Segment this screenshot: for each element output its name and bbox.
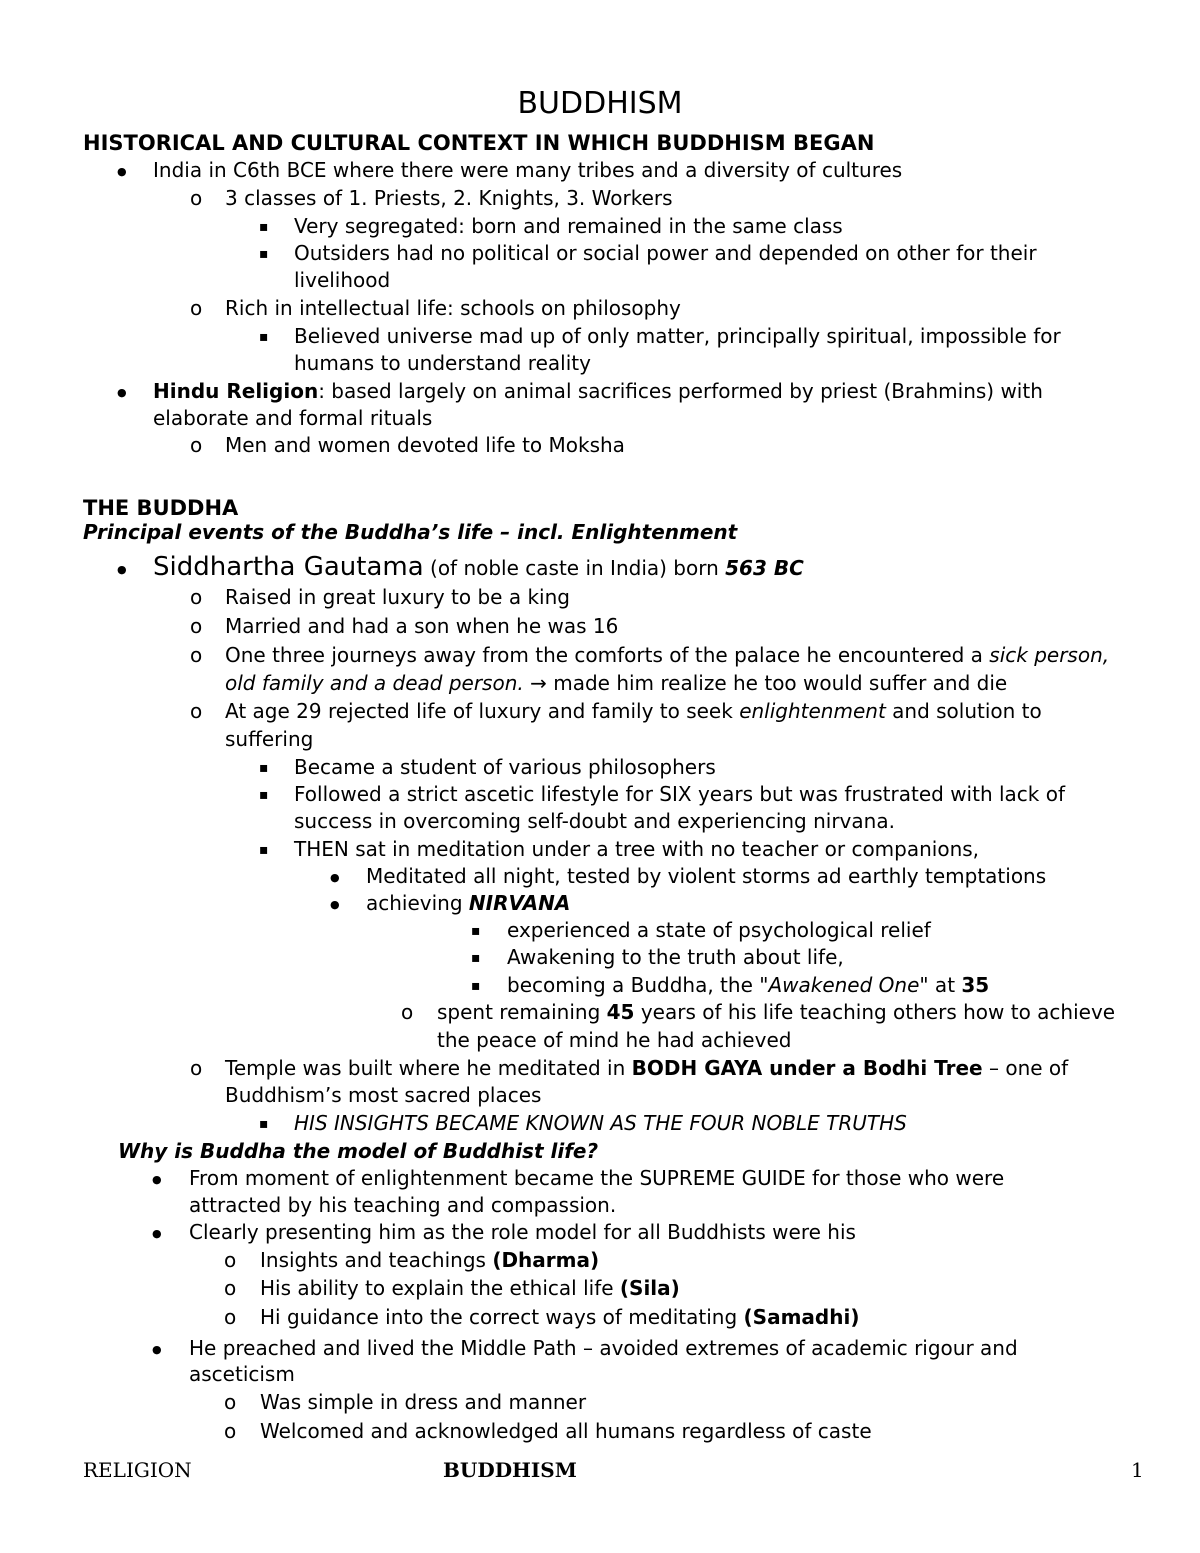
bullet-o <box>190 642 202 669</box>
list-item: experienced a state of psychological relief <box>507 918 931 942</box>
list-item: HIS INSIGHTS BECAME KNOWN AS THE FOUR NOBLE TRUTHS <box>294 1111 907 1135</box>
list-item: Followed a strict ascetic lifestyle for SIX years but was frustrated with lack of <box>294 782 1066 806</box>
list-item-continued: the peace of mind he had achieved <box>437 1028 792 1052</box>
section-heading-context: HISTORICAL AND CULTURAL CONTEXT IN WHICH BUDDHISM BEGAN <box>83 131 875 155</box>
bullet-dot <box>117 378 127 408</box>
sub-heading-model: Why is Buddha the model of Buddhist life? <box>118 1139 599 1163</box>
list-item: 3 classes of 1. Priests, 2. Knights, 3. Workers <box>225 186 673 210</box>
list-item: THEN sat in meditation under a tree with no teacher or companions, <box>294 837 980 861</box>
bullet-dot <box>117 157 127 187</box>
list-item: Rich in intellectual life: schools on philosophy <box>225 296 681 320</box>
list-item: His ability to explain the ethical life (Sila) <box>260 1276 680 1300</box>
bullet-square <box>259 836 269 866</box>
bullet-square <box>471 972 481 1002</box>
list-item: Married and had a son when he was 16 <box>225 614 619 638</box>
list-item: Siddhartha Gautama (of noble caste in India) born 563 BC <box>153 552 804 582</box>
bullet-dot <box>330 863 340 893</box>
list-item-continued: asceticism <box>189 1362 295 1386</box>
term-nirvana: NIRVANA <box>468 891 571 915</box>
list-item-continued: suffering <box>225 727 314 751</box>
bullet-o <box>190 584 202 611</box>
list-item: Men and women devoted life to Moksha <box>225 433 625 457</box>
bullet-o <box>224 1304 236 1331</box>
bullet-o <box>224 1247 236 1274</box>
list-item: Clearly presenting him as the role model for all Buddhists were his <box>189 1220 856 1244</box>
bullet-o <box>401 999 413 1026</box>
bullet-square <box>471 944 481 974</box>
list-item: Insights and teachings (Dharma) <box>260 1248 600 1272</box>
list-item: becoming a Buddha, the "Awakened One" at 35 <box>507 973 990 997</box>
list-item: Became a student of various philosophers <box>294 755 716 779</box>
list-item: India in C6th BCE where there were many tribes and a diversity of cultures <box>153 158 903 182</box>
list-item-continued: success in overcoming self-doubt and experiencing nirvana. <box>294 809 895 833</box>
birth-year: 563 BC <box>725 556 804 580</box>
list-item-continued: old family and a dead person. → made him realize he too would suffer and die <box>225 671 1008 695</box>
bullet-o <box>190 613 202 640</box>
bullet-square <box>259 240 269 270</box>
list-item: spent remaining 45 years of his life teaching others how to achieve <box>437 1000 1116 1024</box>
name-siddhartha: Siddhartha Gautama <box>153 552 424 582</box>
bullet-square <box>259 1110 269 1140</box>
list-item-continued: elaborate and formal rituals <box>153 406 433 430</box>
list-item: Very segregated: born and remained in the same class <box>294 214 843 238</box>
list-item-continued: livelihood <box>294 268 391 292</box>
bullet-o <box>224 1389 236 1416</box>
bullet-square <box>259 213 269 243</box>
list-item: Meditated all night, tested by violent storms ad earthly temptations <box>366 864 1047 888</box>
bullet-dot <box>152 1165 162 1195</box>
bullet-o <box>190 432 202 459</box>
bullet-o <box>190 698 202 725</box>
list-item: achieving NIRVANA <box>366 891 571 915</box>
list-item: At age 29 rejected life of luxury and family to seek enlightenment and solution to <box>225 699 1042 723</box>
footer-left: RELIGION <box>83 1458 192 1482</box>
page-title: BUDDHISM <box>517 86 683 121</box>
bullet-dot <box>152 1219 162 1249</box>
page-number: 1 <box>1131 1458 1144 1482</box>
bullet-square <box>259 781 269 811</box>
sub-heading-events: Principal events of the Buddha’s life – incl. Enlightenment <box>83 520 738 544</box>
list-item: Raised in great luxury to be a king <box>225 585 570 609</box>
list-item: Hi guidance into the correct ways of meditating (Samadhi) <box>260 1305 860 1329</box>
bullet-o <box>224 1418 236 1445</box>
list-item: From moment of enlightenment became the SUPREME GUIDE for those who were <box>189 1166 1005 1190</box>
bullet-square <box>471 917 481 947</box>
bullet-square <box>259 754 269 784</box>
bullet-o <box>190 1055 202 1082</box>
bullet-dot <box>152 1335 162 1365</box>
list-item: Outsiders had no political or social power and depended on other for their <box>294 241 1037 265</box>
bullet-square <box>259 323 269 353</box>
footer-center: BUDDHISM <box>443 1458 577 1482</box>
list-item: Hindu Religion: based largely on animal sacrifices performed by priest (Brahmins) with <box>153 379 1043 403</box>
bullet-dot <box>117 555 127 585</box>
bullet-o <box>224 1275 236 1302</box>
list-item-continued: attracted by his teaching and compassion. <box>189 1193 617 1217</box>
section-heading-buddha: THE BUDDHA <box>83 496 239 520</box>
list-item-continued: humans to understand reality <box>294 351 591 375</box>
list-item: Welcomed and acknowledged all humans regardless of caste <box>260 1419 872 1443</box>
list-item: One three journeys away from the comforts of the palace he encountered a sick person, <box>225 643 1110 667</box>
bullet-o <box>190 185 202 212</box>
list-item: Was simple in dress and manner <box>260 1390 587 1414</box>
term-hindu-religion: Hindu Religion <box>153 379 319 403</box>
bullet-dot <box>330 890 340 920</box>
list-item-continued: Buddhism’s most sacred places <box>225 1083 542 1107</box>
list-item: Temple was built where he meditated in BODH GAYA under a Bodhi Tree – one of <box>225 1056 1069 1080</box>
list-item: Awakening to the truth about life, <box>507 945 844 969</box>
list-item: He preached and lived the Middle Path – avoided extremes of academic rigour and <box>189 1336 1018 1360</box>
list-item: Believed universe mad up of only matter, principally spiritual, impossible for <box>294 324 1061 348</box>
bullet-o <box>190 295 202 322</box>
